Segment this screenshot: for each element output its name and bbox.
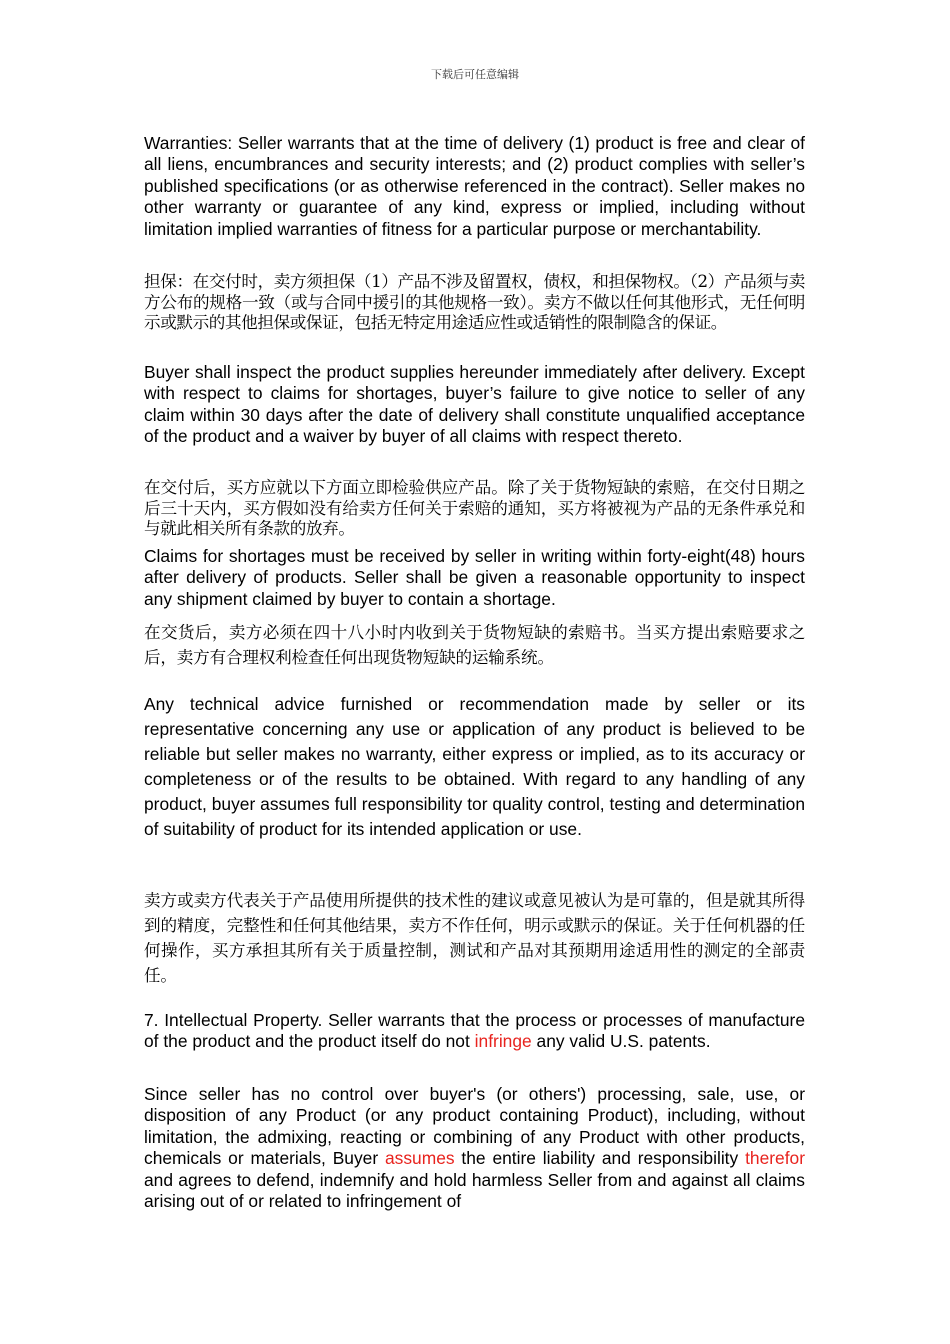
shortage-zh-paragraph: 在交货后，卖方必须在四十八小时内收到关于货物短缺的索赔书。当买方提出索赔要求之后，卖方有合理权利检查任何出现货物短缺的运输系统。 xyxy=(144,623,805,667)
advice-en-paragraph: Any technical advice furnished or recommendation made by seller or its representative concerning any use or application of any product is believed to be reliable but seller makes no warranty, either express or implied, as to its accuracy or completeness or of the results to be obtained. With regard to any handling of any product, buyer assumes full responsibility tor quality control, testing and determination of suitability of product for its intended application or use. xyxy=(144,694,805,839)
advice-zh-paragraph: 卖方或卖方代表关于产品使用所提供的技术性的建议或意见被认为是可靠的，但是就其所得到的精度，完整性和任何其他结果，卖方不作任何，明示或默示的保证。关于任何机器的任何操作，买方承担其所有关于质量控制，测试和产品对其预期用途适用性的测定的全部责任。 xyxy=(144,891,805,985)
control-en-paragraph xyxy=(144,1084,805,1212)
ip-highlight-infringe: infringe xyxy=(474,1031,532,1052)
page-header: 下载后可任意编辑 xyxy=(431,68,519,81)
shortage-en-paragraph: Claims for shortages must be received by seller in writing within forty-eight(48) hours after delivery of products. Seller shall be given a reasonable opportunity to inspect any shipment claimed by buyer to contain a shortage. xyxy=(144,546,805,609)
ip-text-before: 7. Intellectual Property. Seller warrants that the process or processes of manufacture of the product and the product itself do not xyxy=(144,1010,805,1052)
ip-en-paragraph xyxy=(144,1010,805,1053)
warranties-en-paragraph: Warranties: Seller warrants that at the time of delivery (1) product is free and clear of all liens, encumbrances and security interests; and (2) product complies with seller’s published specifications (or as otherwise referenced in the contract). Seller makes no other warranty or guarantee of any kind, express or implied, including without limitation implied warranties of fitness for a particular purpose or merchantability. xyxy=(144,133,805,239)
warranties-zh-paragraph: 担保：在交付时，卖方须担保（1）产品不涉及留置权，债权，和担保物权。（2）产品须与卖方公布的规格一致（或与合同中援引的其他规格一致）。卖方不做以任何其他形式，无任何明示或默示的其他担保或保证，包括无特定用途适应性或适销性的限制隐含的保证。 xyxy=(144,272,805,332)
inspection-en-paragraph: Buyer shall inspect the product supplies hereunder immediately after delivery. Except with respect to claims for shortages, buyer’s failure to give notice to seller of any claim within 30 days after the date of delivery shall constitute unqualified acceptance of the product and a waiver by buyer of all claims with respect thereto. xyxy=(144,362,805,447)
inspection-zh-paragraph: 在交付后，买方应就以下方面立即检验供应产品。除了关于货物短缺的索赔，在交付日期之后三十天内，买方假如没有给卖方任何关于索赔的通知，买方将被视为产品的无条件承兑和与就此相关所有条款的放弃。 xyxy=(144,478,805,538)
control-text-part1: Since seller has no control over buyer's (or others') processing, sale, use, or disposition of any Product (or any product containing Product), including, without limitation, the admixing, reacting or combining of any Product with other products, chemicals or materials, Buyer xyxy=(144,1084,805,1169)
control-text-part3: and agrees to defend, indemnify and hold harmless Seller from and against all claims arising out of or related to infringement of xyxy=(144,1169,805,1212)
control-highlight-assumes: assumes xyxy=(384,1148,455,1169)
control-text-part2: the entire liability and responsibility xyxy=(454,1148,746,1169)
control-highlight-therefor: therefor xyxy=(745,1148,805,1169)
ip-text-after: any valid U.S. patents. xyxy=(531,1031,711,1052)
